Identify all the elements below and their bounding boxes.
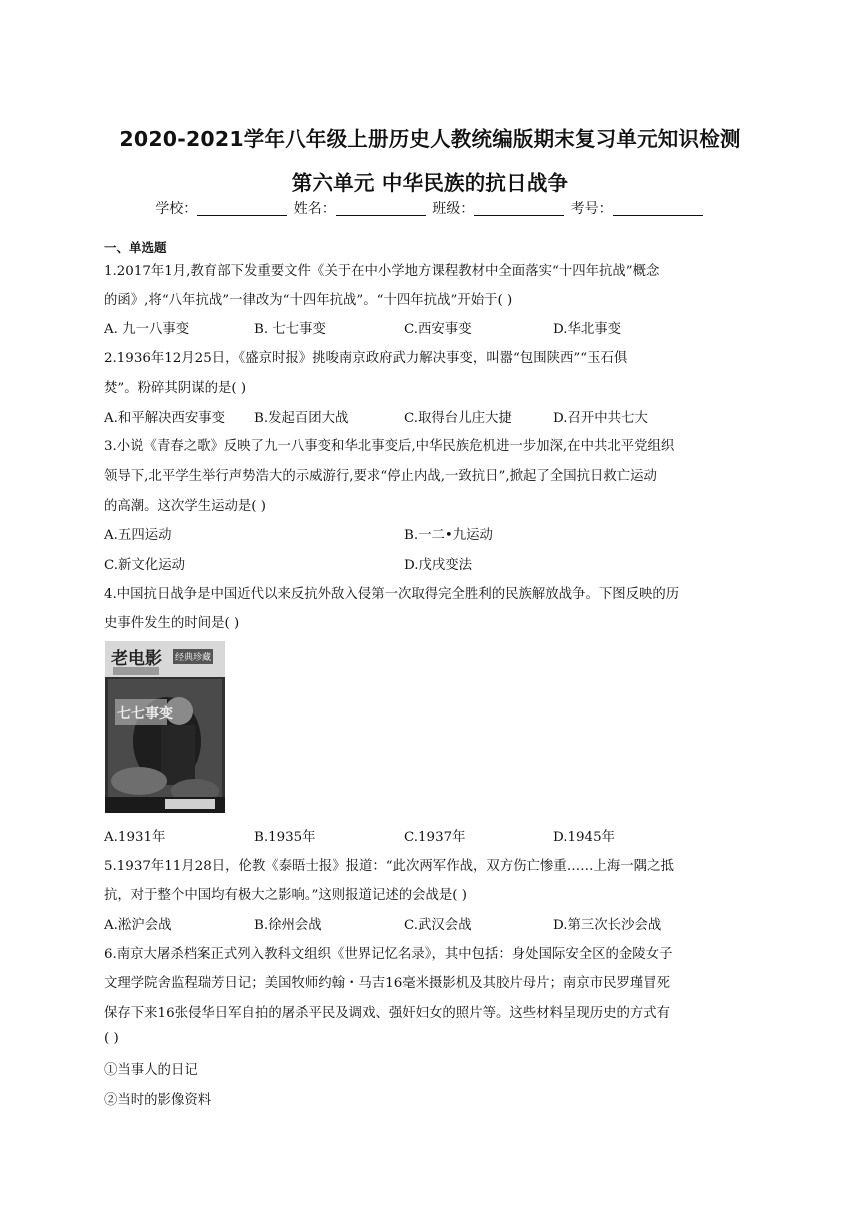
question-4-option-a: A.1931年 (104, 830, 166, 845)
film-poster-image (105, 641, 225, 813)
question-2-option-a: A.和平解决西安事变 (104, 411, 226, 426)
question-2-option-d: D.召开中共七大 (553, 411, 648, 426)
exam-number-label: 考号： (570, 201, 613, 217)
question-4-line: 4.中国抗日战争是中国近代以来反抗外敌入侵第一次取得完全胜利的民族解放战争。下图反映的历 (104, 587, 680, 602)
exam-number-blank (613, 201, 703, 216)
school-blank (197, 201, 287, 216)
name-label: 姓名： (293, 201, 336, 217)
question-1-line: 的函》,将“八年抗战”一律改为“十四年抗战”。“十四年抗战”开始于( ) (104, 293, 513, 308)
poster-badge-text: 经典珍藏 (173, 649, 213, 664)
question-2-option-b: B.发起百团大战 (254, 411, 349, 426)
question-2-line: 2.1936年12月25日，《盛京时报》挑唆南京政府武力解决事变，叫嚣“包围陕西”“玉石俱 (104, 351, 628, 366)
question-3-option-b: B.一二•九运动 (404, 528, 493, 543)
question-5-line: 抗，对于整个中国均有极大之影响。”这则报道记述的会战是( ) (104, 888, 468, 903)
question-5-option-d: D.第三次长沙会战 (553, 918, 662, 933)
question-5-option-a: A.淞沪会战 (104, 918, 172, 933)
question-2-option-c: C.取得台儿庄大捷 (404, 411, 512, 426)
unit-title: 第六单元 中华民族的抗日战争 (291, 171, 569, 195)
question-3-option-a: A.五四运动 (104, 528, 172, 543)
question-1-line: 1.2017年1月,教育部下发重要文件《关于在中小学地方课程教材中全面落实“十四年抗战”概念 (104, 264, 660, 279)
question-6-statement-1: ①当事人的日记 (104, 1063, 198, 1078)
question-5-option-c: C.武汉会战 (404, 918, 472, 933)
question-6-line: 保存下来16张侵华日军自拍的屠杀平民及调戏、强奸妇女的照片等。这些材料呈现历史的方式有 (104, 1006, 671, 1021)
poster-title-text: 老电影 (111, 649, 162, 669)
name-blank (336, 201, 426, 216)
question-4-line: 史事件发生的时间是( ) (104, 616, 240, 631)
question-2-line: 焚”。粉碎其阴谋的是( ) (104, 381, 247, 396)
question-3-line: 领导下,北平学生举行声势浩大的示威游行,要求“停止内战,一致抗日”,掀起了全国抗日救亡运动 (104, 469, 657, 484)
question-3-option-c: C.新文化运动 (104, 558, 185, 573)
question-1-option-b: B. 七七事变 (254, 322, 326, 337)
question-3-option-d: D.戊戌变法 (404, 558, 473, 573)
question-3-line: 的高潮。这次学生运动是( ) (104, 499, 267, 514)
class-blank (474, 201, 564, 216)
question-1-option-d: D.华北事变 (553, 322, 622, 337)
question-1-option-a: A. 九一八事变 (104, 322, 190, 337)
question-6-line: ( ) (104, 1031, 119, 1046)
question-6-statement-2: ②当时的影像资料 (104, 1093, 212, 1108)
question-5-line: 5.1937年11月28日，伦教《泰晤士报》报道：“此次两军作战，双方伤亡惨重……上海一隅之抵 (104, 859, 674, 874)
question-6-line: 文理学院舍监程瑞芳日记；美国牧师约翰・马吉16毫米摄影机及其胶片母片；南京市民罗瑾冒死 (104, 976, 671, 991)
exam-title: 2020-2021学年八年级上册历史人教统编版期末复习单元知识检测 (119, 127, 741, 151)
question-6-line: 6.南京大屠杀档案正式列入教科文组织《世界记忆名录》，其中包括：身处国际安全区的金陵女子 (104, 947, 673, 962)
question-4-option-c: C.1937年 (404, 830, 466, 845)
question-4-option-b: B.1935年 (254, 830, 316, 845)
school-label: 学校： (155, 201, 198, 217)
question-1-option-c: C.西安事变 (404, 322, 472, 337)
question-4-option-d: D.1945年 (553, 830, 615, 845)
question-5-option-b: B.徐州会战 (254, 918, 322, 933)
student-info-row (0, 198, 860, 218)
poster-big-text: 七七事变 (117, 706, 173, 722)
section-heading: 一、单选题 (104, 240, 167, 255)
question-3-line: 3.小说《青春之歌》反映了九一八事变和华北事变后,中华民族危机进一步加深,在中共北平党组织 (104, 439, 675, 454)
class-label: 班级： (432, 201, 475, 217)
